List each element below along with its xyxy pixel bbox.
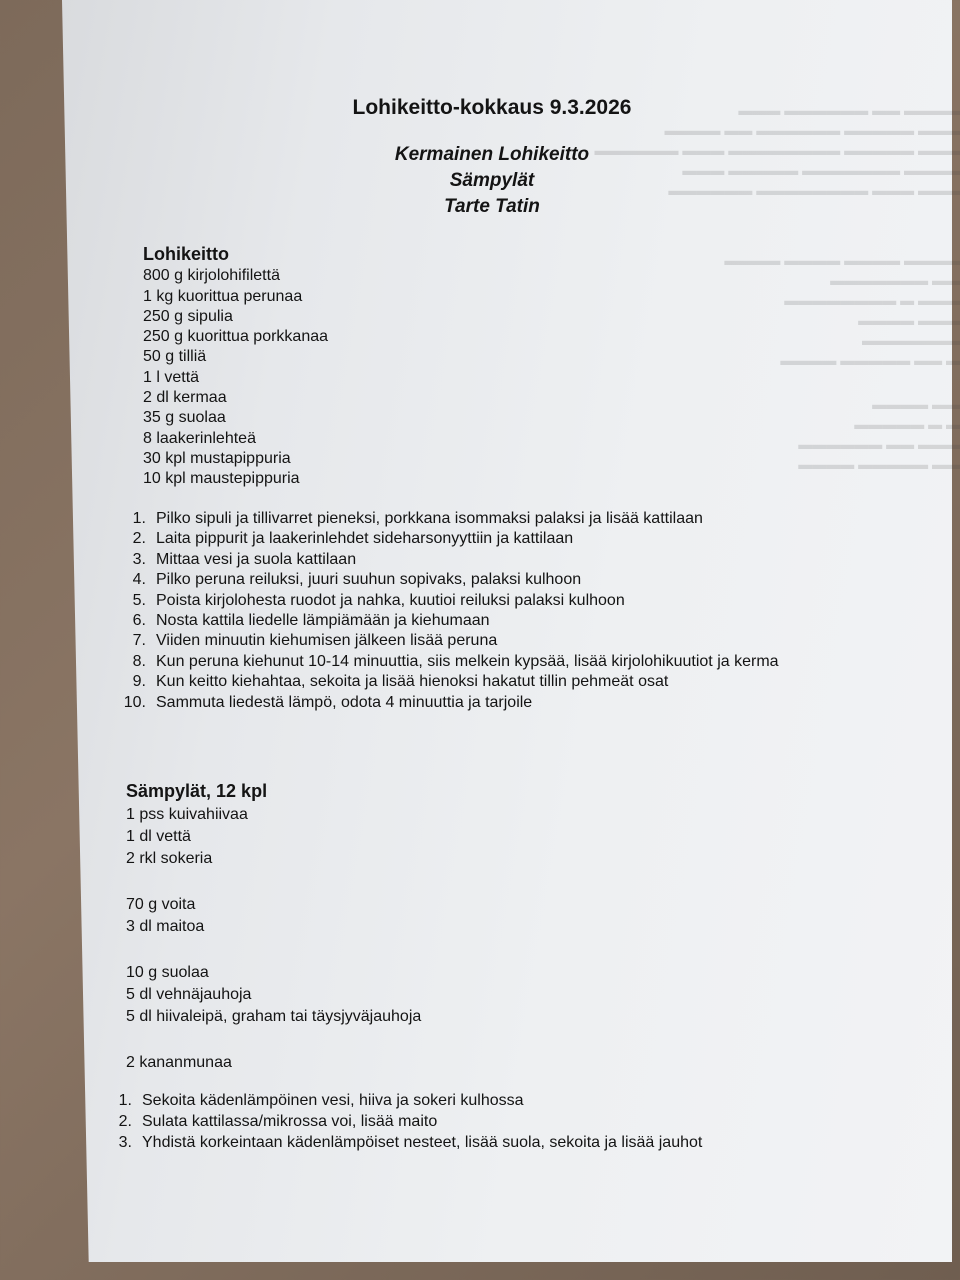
step-number: 5.: [132, 591, 146, 609]
ingredient-item: 30 kpl mustapippuria: [143, 449, 291, 467]
step-item: [118, 672, 818, 692]
step-text: Pilko sipuli ja tillivarret pieneksi, porkkana isommaksi palaksi ja lisää kattilaan: [156, 510, 703, 527]
step-number: 4.: [132, 571, 146, 589]
step-text: Sekoita kädenlämpöinen vesi, hiiva ja sokeri kulhossa: [142, 1092, 524, 1109]
ingredient-item: 5 dl vehnäjauhoja: [126, 986, 252, 1003]
step-number: 1.: [132, 510, 146, 527]
step-item: [118, 509, 818, 529]
ingredient-item: 10 g suolaa: [126, 964, 209, 981]
ingredient-item: 50 g tilliä: [143, 348, 207, 366]
ingredient-item: 5 dl hiivaleipä, graham tai täysjyväjauhoja: [126, 1008, 422, 1025]
step-item: [118, 529, 818, 549]
lohikeitto-heading: Lohikeitto: [143, 244, 229, 264]
step-text: Poista kirjolohesta ruodot ja nahka, kuutioi reiluksi palaksi kulhoon: [156, 591, 625, 609]
step-number: 10.: [123, 693, 146, 711]
step-number: 2.: [118, 1113, 132, 1130]
lohikeitto-section: [143, 244, 328, 490]
step-text: Viiden minuutin kiehumisen jälkeen lisää peruna: [156, 632, 498, 650]
show-through-text: ▬ ▬: [946, 352, 960, 432]
ingredient-item: 70 g voita: [126, 896, 196, 913]
ingredient-item: 250 g sipulia: [143, 307, 233, 325]
step-number: 3.: [132, 550, 146, 568]
step-item: [118, 591, 818, 611]
step-number: 8.: [132, 652, 146, 670]
step-text: Yhdistä korkeintaan kädenlämpöiset nesteet, lisää suola, sekoita ja lisää jauhot: [142, 1134, 703, 1151]
sampylat-heading: Sämpylät, 12 kpl: [126, 781, 268, 801]
step-number: 7.: [132, 632, 146, 650]
step-number: 2.: [132, 530, 146, 548]
step-item: [118, 631, 818, 651]
spacer: [126, 938, 421, 962]
step-text: Laita pippurit ja laakerinlehdet sideharsonyyttiin ja kattilaan: [156, 530, 574, 548]
step-number: 6.: [132, 612, 146, 630]
spacer: [126, 1028, 421, 1052]
step-item: [118, 550, 818, 570]
lohikeitto-steps: [118, 509, 818, 713]
ingredient-item: 2 rkl sokeria: [126, 850, 213, 867]
step-text: Sammuta liedestä lämpö, odota 4 minuuttia ja tarjoile: [156, 693, 533, 711]
step-item: [104, 1132, 824, 1153]
ingredient-item: 1 kg kuorittua perunaa: [143, 287, 303, 305]
spacer: [126, 870, 421, 894]
step-text: Nosta kattila liedelle lämpiämään ja kiehumaan: [156, 612, 490, 630]
step-text: Sulata kattilassa/mikrossa voi, lisää maito: [142, 1113, 438, 1130]
step-item: [118, 693, 818, 713]
ingredient-item: 1 pss kuivahiivaa: [126, 806, 248, 823]
step-text: Kun peruna kiehunut 10-14 minuuttia, siis melkein kypsää, lisää kirjolohikuutiot ja kerma: [156, 652, 779, 670]
ingredient-item: 10 kpl maustepippuria: [143, 470, 300, 488]
menu-subtitles: [0, 142, 960, 220]
ingredient-item: 8 laakerinlehteä: [143, 429, 256, 447]
step-text: Mittaa vesi ja suola kattilaan: [156, 550, 357, 568]
sampylat-steps: [104, 1090, 824, 1153]
step-text: Pilko peruna reiluksi, juuri suuhun sopivaks, palaksi kulhoon: [156, 571, 582, 589]
step-text: Kun keitto kiehahtaa, sekoita ja lisää hienoksi hakatut tillin pehmeät osat: [156, 673, 669, 691]
ingredient-item: 800 g kirjolohifilettä: [143, 267, 280, 285]
step-number: 9.: [132, 673, 146, 691]
step-item: [104, 1111, 824, 1132]
step-item: [118, 652, 818, 672]
ingredient-item: 2 kananmunaa: [126, 1054, 232, 1071]
ingredient-item: 35 g suolaa: [143, 409, 226, 427]
sampylat-section: [126, 780, 421, 1074]
step-number: 3.: [118, 1134, 132, 1151]
document-title: Lohikeitto-kokkaus 9.3.2026: [352, 96, 632, 119]
subtitle-tarte-tatin: Tarte Tatin: [444, 196, 540, 217]
ingredient-item: 1 dl vettä: [126, 828, 191, 845]
ingredient-item: 250 g kuorittua porkkanaa: [143, 328, 329, 346]
ingredient-item: 3 dl maitoa: [126, 918, 205, 935]
step-item: [118, 570, 818, 590]
step-item: [118, 611, 818, 631]
step-item: [104, 1090, 824, 1111]
ingredient-item: 1 l vettä: [143, 368, 200, 386]
ingredient-item: 2 dl kermaa: [143, 389, 227, 407]
subtitle-sampylat: Sämpylät: [449, 170, 535, 191]
step-number: 1.: [118, 1092, 132, 1109]
subtitle-lohikeitto: Kermainen Lohikeitto: [394, 144, 590, 165]
